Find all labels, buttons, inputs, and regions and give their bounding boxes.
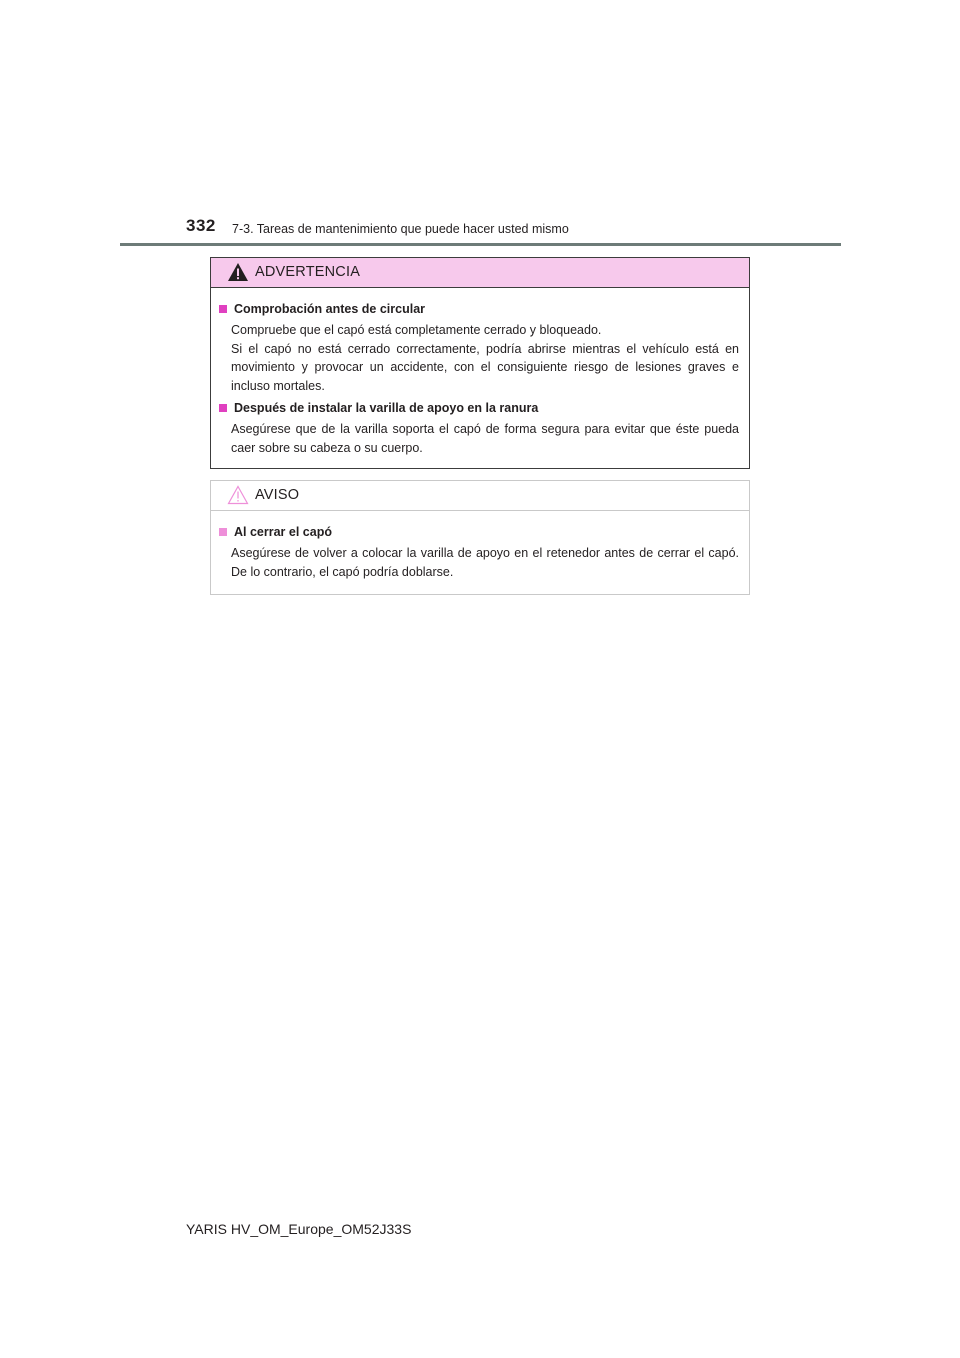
notice-box xyxy=(210,480,750,595)
square-bullet-icon xyxy=(219,305,227,313)
notice-item-text: Asegúrese de volver a colocar la varilla de apoyo en el retenedor antes de cerrar el capó. De lo contrario, el capó podría doblarse. xyxy=(231,546,739,579)
page-number: 332 xyxy=(186,216,216,235)
warning-label: ADVERTENCIA xyxy=(255,264,361,280)
warning-box xyxy=(210,257,750,469)
notice-item-title: Al cerrar el capó xyxy=(234,525,332,539)
notice-box-body xyxy=(211,511,749,581)
notice-box-header xyxy=(211,481,749,511)
warning-item-text: Asegúrese que de la varilla soporta el capó de forma segura para evitar que éste pueda caer sobre su cabeza o su cuerpo. xyxy=(231,422,739,455)
warning-item xyxy=(219,399,739,457)
warning-triangle-icon xyxy=(227,262,249,282)
square-bullet-icon xyxy=(219,528,227,536)
caution-triangle-outline-icon xyxy=(227,485,249,505)
warning-item-title: Comprobación antes de circular xyxy=(234,302,426,316)
warning-item-title: Después de instalar la varilla de apoyo en la ranura xyxy=(234,401,539,415)
footer-document-id: YARIS HV_OM_Europe_OM52J33S xyxy=(186,1221,412,1237)
warning-box-header xyxy=(211,258,749,288)
warning-item-text: Compruebe que el capó está completamente cerrado y bloqueado. xyxy=(231,323,602,337)
square-bullet-icon xyxy=(219,404,227,412)
notice-label: AVISO xyxy=(255,487,300,503)
notice-item xyxy=(219,523,739,581)
header-rule xyxy=(120,243,841,246)
chapter-title: 7-3. Tareas de mantenimiento que puede hacer usted mismo xyxy=(232,222,569,236)
warning-item-text: Si el capó no está cerrado correctamente, podría abrirse mientras el vehículo está en movimiento y provocar un accidente, con el consiguiente riesgo de lesiones graves e incluso mortales. xyxy=(231,341,739,393)
warning-box-body xyxy=(211,288,749,457)
warning-item xyxy=(219,300,739,395)
